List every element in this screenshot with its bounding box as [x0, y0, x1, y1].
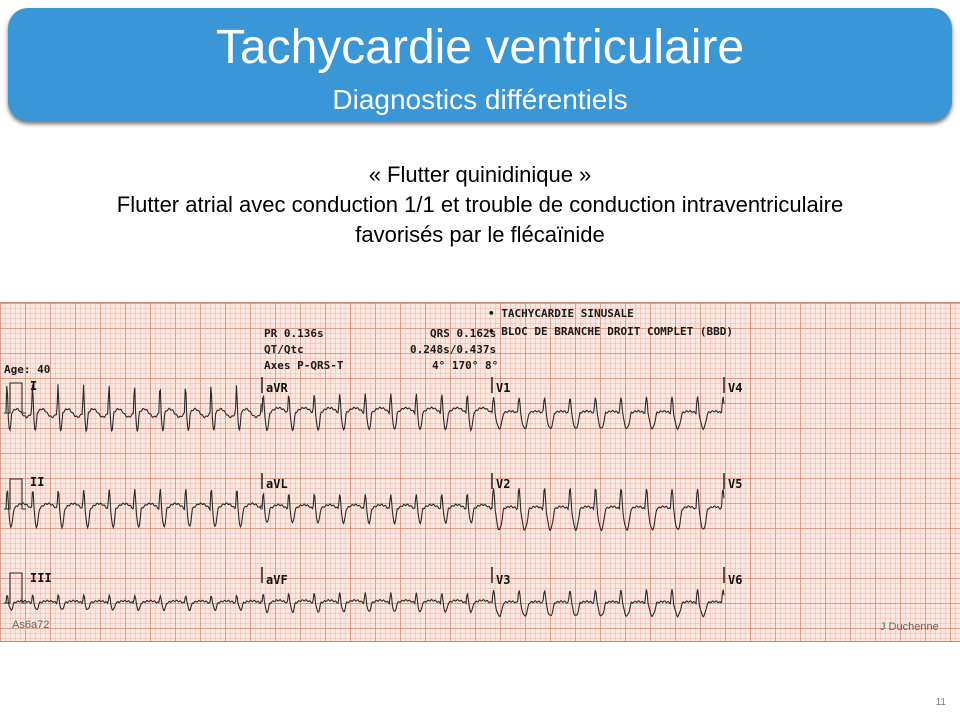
ecg-qt-values: 0.248s/0.437s	[410, 343, 497, 356]
ecg-qrs: QRS 0.162s	[430, 327, 497, 340]
lead-label-ii: II	[30, 475, 45, 489]
ecg-trace	[6, 384, 261, 431]
lead-label-v3: V3	[496, 573, 511, 587]
ecg-trace	[6, 595, 261, 610]
ecg-axes-values: 4° 170° 8°	[432, 359, 499, 372]
ecg-age: Age: 40	[4, 363, 51, 376]
ecg-trace	[262, 494, 492, 524]
calibration-pulse	[4, 573, 26, 603]
page-number: 11	[935, 697, 946, 708]
lead-label-v6: V6	[728, 573, 743, 587]
lead-label-avf: aVF	[266, 573, 288, 587]
ecg-qt-label: QT/Qtc	[264, 343, 304, 356]
slide-subtitle: Diagnostics différentiels	[332, 84, 628, 115]
credit-left: As6a72	[12, 619, 50, 631]
ecg-trace	[492, 397, 724, 430]
ecg-interpretation-2: • BLOC DE BRANCHE DROIT COMPLET (BBD)	[488, 325, 734, 338]
lead-label-avl: aVL	[266, 477, 288, 491]
lead-label-v4: V4	[728, 381, 743, 395]
lead-label-v1: V1	[496, 381, 511, 395]
lead-label-iii: III	[30, 571, 52, 585]
ecg-trace	[262, 592, 492, 612]
ecg-trace	[262, 394, 492, 431]
lead-label-v5: V5	[728, 477, 743, 491]
caption-line-1: « Flutter quinidinique »	[368, 162, 592, 187]
caption-line-3: favorisés par le flécaïnide	[355, 222, 605, 247]
title-banner	[8, 8, 952, 121]
ecg-pr: PR 0.136s	[264, 327, 324, 340]
slide-caption	[0, 160, 960, 250]
slide-title: Tachycardie ventriculaire	[215, 21, 745, 74]
lead-label-v2: V2	[496, 477, 511, 491]
ecg-trace	[492, 589, 724, 617]
ecg-strip	[0, 302, 960, 642]
caption-line-2: Flutter atrial avec conduction 1/1 et trouble de conduction intraventriculaire	[116, 192, 844, 217]
lead-label-avr: aVR	[266, 381, 288, 395]
credit-right: J Duchenne	[880, 621, 939, 633]
ecg-axes-label: Axes P-QRS-T	[264, 359, 344, 372]
ecg-interpretation-1: • TACHYCARDIE SINUSALE	[488, 307, 634, 320]
ecg-trace	[492, 488, 724, 530]
lead-label-i: I	[30, 379, 38, 393]
ecg-trace	[6, 489, 261, 528]
